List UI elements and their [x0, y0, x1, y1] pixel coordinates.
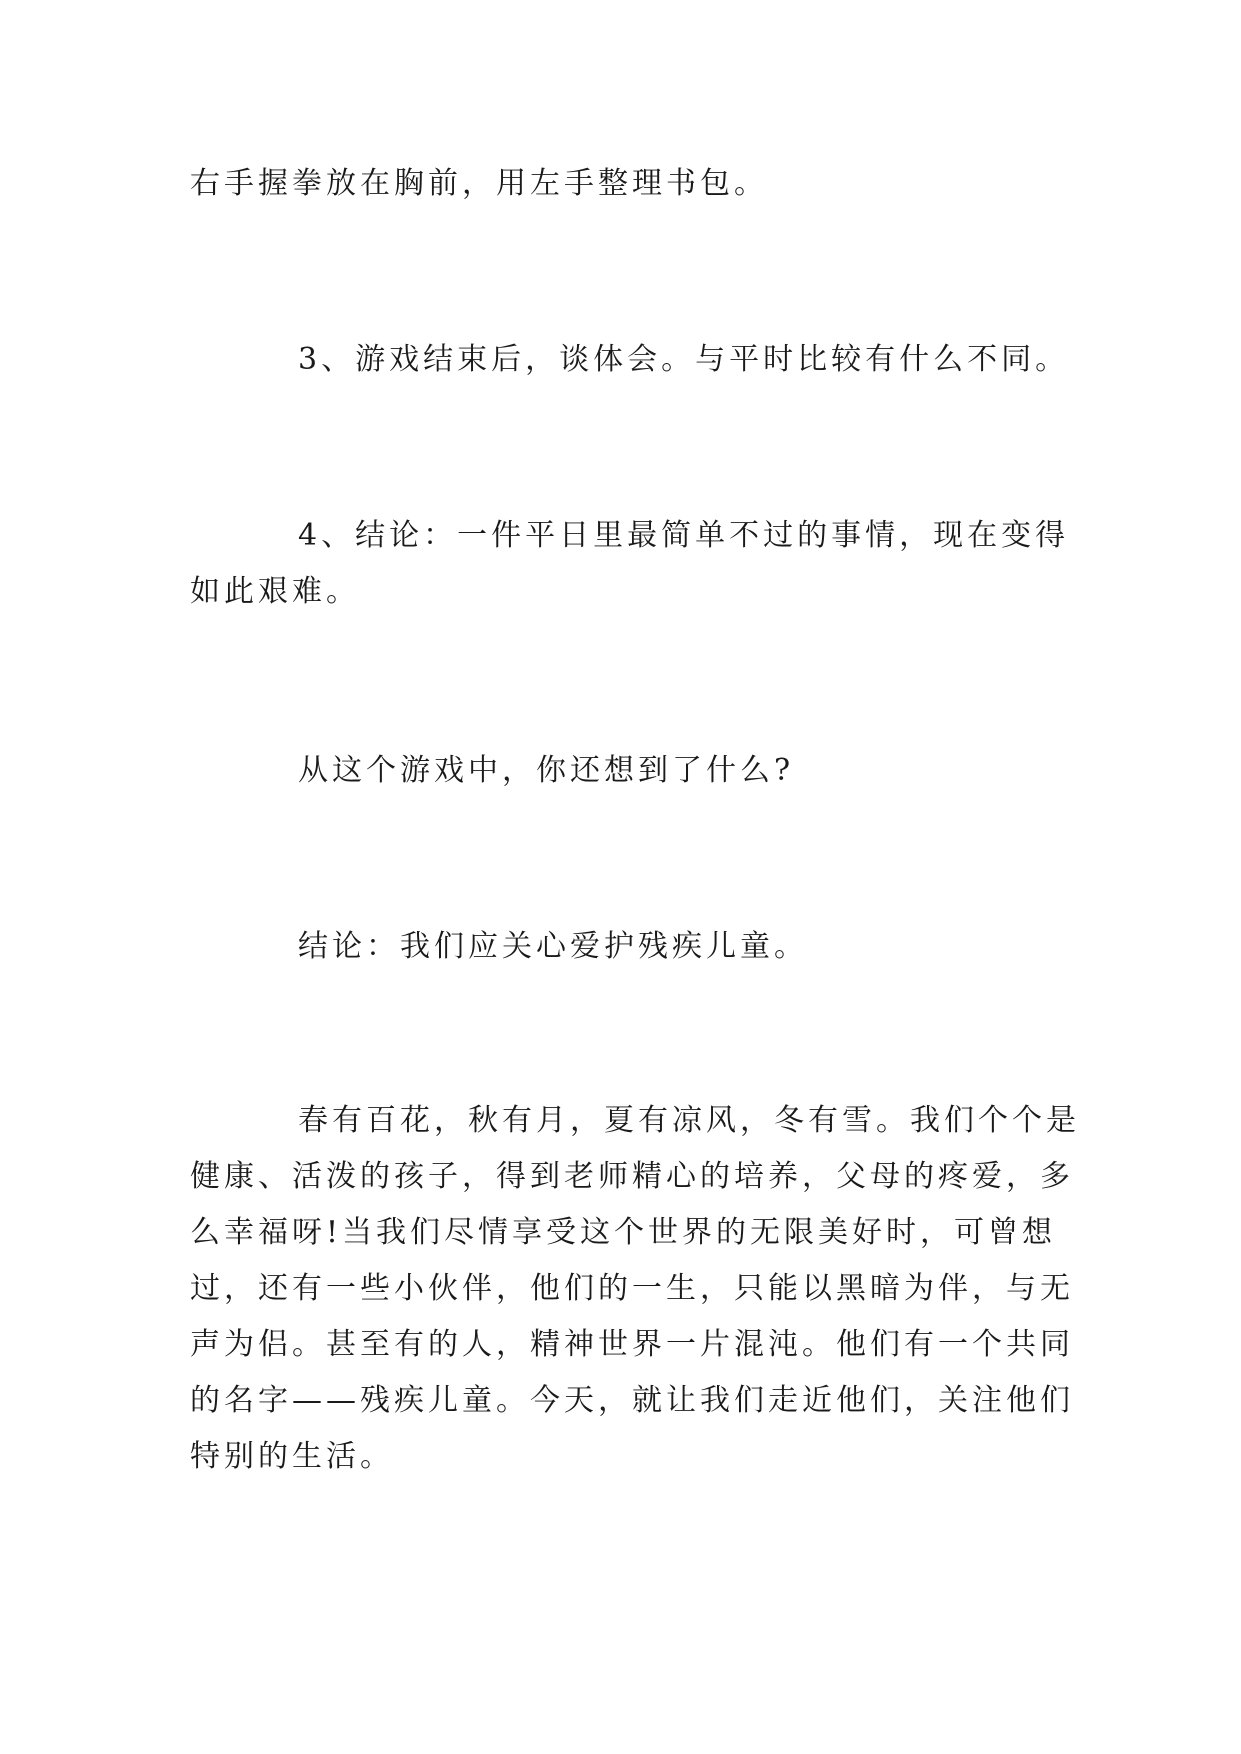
text-line: 过，还有一些小伙伴，他们的一生，只能以黑暗为伴，与无 — [190, 1271, 1074, 1306]
text-line: 3、游戏结束后，谈体会。与平时比较有什么不同。 — [298, 342, 1070, 377]
text-line: 健康、活泼的孩子，得到老师精心的培养，父母的疼爱，多 — [190, 1159, 1074, 1194]
text-line: 的名字——残疾儿童。今天，就让我们走近他们，关注他们 — [190, 1383, 1074, 1418]
paragraph-step-3 — [190, 332, 1070, 388]
paragraph-organize-bag — [190, 156, 1060, 212]
paragraph-spring-flowers — [190, 1093, 1080, 1485]
text-line: 右手握拳放在胸前，用左手整理书包。 — [190, 166, 768, 201]
text-line: 4、结论：一件平日里最简单不过的事情，现在变得 — [298, 518, 1070, 553]
text-line: 春有百花，秋有月，夏有凉风，冬有雪。我们个个是 — [298, 1103, 1080, 1138]
text-line: 声为侣。甚至有的人，精神世界一片混沌。他们有一个共同 — [190, 1327, 1074, 1362]
text-line: 如此艰难。 — [190, 574, 360, 609]
paragraph-question — [190, 743, 1060, 799]
text-line: 结论：我们应关心爱护残疾儿童。 — [298, 929, 808, 964]
text-line: 么幸福呀!当我们尽情享受这个世界的无限美好时，可曾想 — [190, 1215, 1057, 1250]
paragraph-conclusion — [190, 919, 1060, 975]
paragraph-step-4 — [190, 508, 1070, 620]
text-line: 特别的生活。 — [190, 1439, 394, 1474]
text-line: 从这个游戏中，你还想到了什么? — [298, 753, 795, 788]
